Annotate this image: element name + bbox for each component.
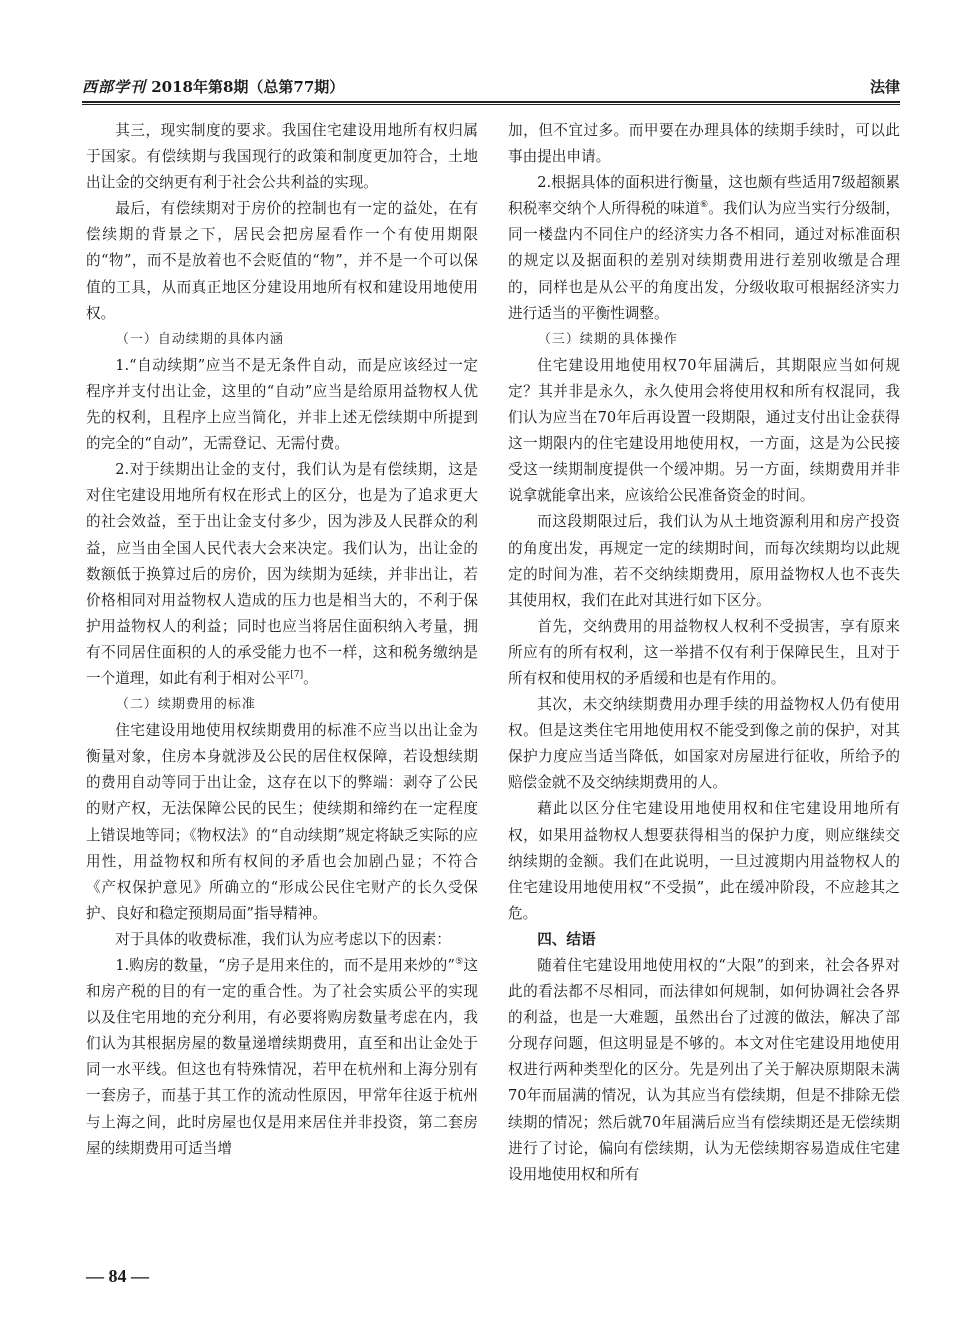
right-column	[508, 118, 900, 1188]
section-label: 法律	[869, 78, 900, 96]
journal-title	[82, 76, 344, 97]
journal-name: 西部学刊	[82, 78, 147, 96]
subsection-heading: （一）自动续期的具体内涵	[115, 331, 284, 347]
paragraph-end: 。	[303, 669, 318, 687]
paragraph-text: 2.根据具体的面积进行衡量，这也颇有些适用7级超额累积税率交纳个人所得税的味道	[508, 174, 900, 218]
issue-info: 2018年第8期（总第77期）	[151, 78, 345, 96]
paragraph: 而这段期限过后，我们认为从土地资源利用和房产投资的角度出发，再规定一定的续期时间，而每次续期均以此规定的时间为准，若不交纳续期费用，原用益物权人也不丧失其使用权，我们在此对其进行如下区分。	[508, 513, 900, 609]
paragraph-text: 这和房产税的目的有一定的重合性。为了社会实质公平的实现以及住宅用地的充分利用，有必要将购房数量考虑在内，我们认为其根据房屋的数量递增续期费用，直至和出让金处于同一水平线。但这也有特殊情况，若甲在杭州和上海分别有一套房子，而基于其工作的流动性原因，甲常年往返于杭州与上海之间，此时房屋也仅是用来居住并非投资，第二套房屋的续期费用可适当增	[86, 957, 478, 1157]
page-number: — 84 —	[86, 1266, 149, 1286]
paragraph	[508, 170, 900, 327]
footnote-ref: ⑥	[699, 200, 709, 211]
paragraph: 其次，未交纳续期费用办理手续的用益物权人仍有使用权。但是这类住宅用地使用权不能受到像之前的保护，对其保护力度应当适当降低，如国家对房屋进行征收，所给予的赔偿金就不及交纳续期费用的人。	[508, 696, 900, 792]
left-column	[86, 118, 478, 1162]
subsection-heading: （三）续期的具体操作	[537, 331, 678, 347]
paragraph: 其三，现实制度的要求。我国住宅建设用地所有权归属于国家。有偿续期与我国现行的政策和制度更加符合，土地出让金的交纳更有利于社会公共利益的实现。	[86, 122, 478, 192]
paragraph: 首先，交纳费用的用益物权人权利不受损害，享有原来所应有的所有权利，这一举措不仅有利于保障民生，且对于所有权和使用权的矛盾缓和也是有作用的。	[508, 617, 900, 687]
paragraph: 住宅建设用地使用权续期费用的标准不应当以出让金为衡量对象，住房本身就涉及公民的居住权保障，若设想续期的费用自动等同于出让金，这存在以下的弊端：剥夺了公民的财产权，无法保障公民的民生；使续期和缔约在一定程度上错误地等同；《物权法》的“自动续期”规定将缺乏实际的应用性，用益物权和所有权间的矛盾也会加剧凸显；不符合《产权保护意见》所确立的“形成公民住宅财产的长久受保护、良好和稳定预期局面”指导精神。	[86, 722, 478, 922]
footnote-ref: ⑤	[454, 957, 464, 968]
section-heading: 四、结语	[537, 930, 596, 948]
paragraph	[86, 953, 478, 1162]
paragraph: 藉此以区分住宅建设用地使用权和住宅建设用地所有权，如果用益物权人想要获得相当的保护力度，则应继续交纳续期的金额。我们在此说明，一旦过渡期内用益物权人的住宅建设用地使用权“不受损”，此在缓冲阶段，不应趁其之危。	[508, 800, 900, 922]
paragraph: 随着住宅建设用地使用权的“大限”的到来，社会各界对此的看法都不尽相同，而法律如何规制，如何协调社会各界的利益，也是一大难题，虽然出台了过渡的做法，解决了部分现存问题，但这明显是不够的。本文对住宅建设用地使用权进行两种类型化的区分。先是列出了关于解决原期限未满70年而届满的情况，认为其应当有偿续期，但是不排除无偿续期的情况；然后就70年届满后应当有偿续期还是无偿续期进行了讨论，偏向有偿续期，认为无偿续期容易造成住宅建设用地使用权和所有	[508, 957, 900, 1183]
paragraph: 最后，有偿续期对于房价的控制也有一定的益处，在有偿续期的背景之下，居民会把房屋看作一个有使用期限的“物”，而不是放着也不会贬值的“物”，并不是一个可以保值的工具，从而真正地区分建设用地所有权和建设用地使用权。	[86, 200, 478, 322]
paragraph: 对于具体的收费标准，我们认为应考虑以下的因素：	[115, 930, 451, 948]
paragraph: 1.“自动续期”应当不是无条件自动，而是应该经过一定程序并支付出让金，这里的“自动”应当是给原用益物权人优先的权利，且程序上应当简化，并非上述无偿续期中所提到的完全的“自动”，无需登记、无需付费。	[86, 356, 478, 453]
paragraph: 住宅建设用地使用权70年届满后，其期限应当如何规定？其并非是永久，永久使用会将使用权和所有权混同，我们认为应当在70年后再设置一段期限，通过支付出让金获得这一期限内的住宅建设用地使用权，一方面，这是为公民接受这一续期制度提供一个缓冲期。另一方面，续期费用并非说拿就能拿出来，应该给公民准备资金的时间。	[508, 356, 900, 505]
running-header	[82, 74, 900, 100]
paragraph-text: 。我们认为应当实行分级制，同一楼盘内不同住户的经济实力各不相同，通过对标准面积的规定以及据面积的差别对续期费用进行差别收缴是合理的，同样也是从公平的角度出发，分级收取可根据经济实力进行适当的平衡性调整。	[508, 200, 900, 322]
paragraph-continued: 加，但不宜过多。而甲要在办理具体的续期手续时，可以此事由提出申请。	[508, 122, 900, 166]
paragraph	[86, 457, 478, 692]
subsection-heading: （二）续期费用的标准	[115, 697, 256, 713]
paragraph-text: 1.购房的数量，“房子是用来住的，而不是用来炒的”	[115, 957, 455, 974]
paragraph-text: 2.对于续期出让金的支付，我们认为是有偿续期，这是对住宅建设用地所有权在形式上的区分，也是为了追求更大的社会效益，至于出让金支付多少，因为涉及人民群众的利益，应当由全国人民代表大会来决定。我们认为，出让金的数额低于换算过后的房价，因为续期为延续，并非出让，若价格相同对用益物权人造成的压力也是相当大的，不利于保护用益物权人的利益；同时也应当将居住面积纳入考量，拥有不同居住面积的人的承受能力也不一样，这和税务缴纳是一个道理，如此有利于相对公平	[86, 461, 478, 687]
header-rule-thick	[82, 101, 900, 103]
citation-ref: [7]	[290, 670, 304, 681]
header-rule-thin	[82, 104, 900, 105]
